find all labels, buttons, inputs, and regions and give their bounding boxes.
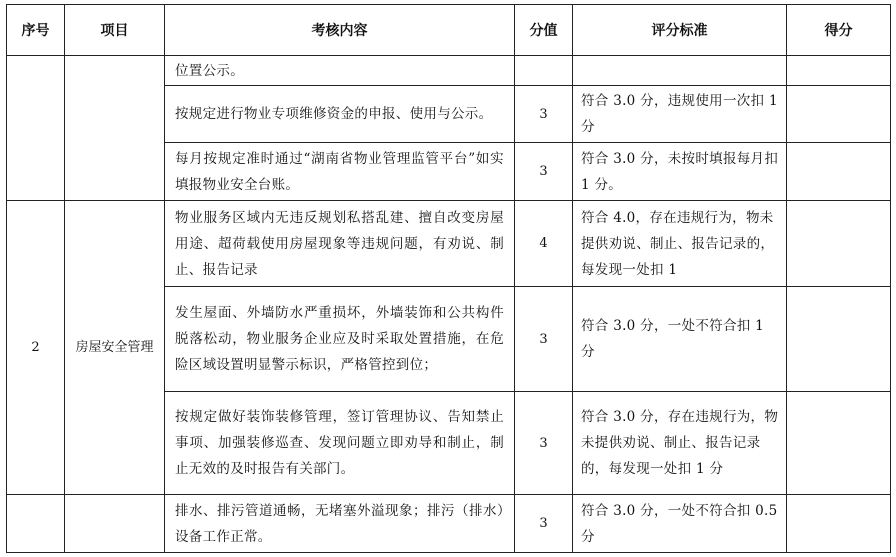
row-score-cell: 3	[515, 143, 573, 201]
row-content-cell: 位置公示。	[165, 56, 515, 86]
row-content-cell: 发生屋面、外墙防水严重损坏，外墙装饰和公共构件脱落松动，物业服务企业应及时采取处置措施，在危险区域设置明显警示标识，严格管控到位；	[165, 287, 515, 392]
row-content-cell: 排水、排污管道通畅，无堵塞外溢现象；排污（排水）设备工作正常。	[165, 495, 515, 553]
row-no-cell: 2	[7, 201, 65, 495]
header-result: 得分	[787, 5, 891, 56]
row-content-cell: 按规定做好装饰装修管理，签订管理协议、告知禁止事项、加强装修巡查、发现问题立即劝导和制止，制止无效的及时报告有关部门。	[165, 392, 515, 495]
header-content: 考核内容	[165, 5, 515, 56]
row-score-cell	[515, 56, 573, 86]
row-result-cell	[787, 392, 891, 495]
row-result-cell	[787, 86, 891, 143]
header-criteria: 评分标准	[573, 5, 787, 56]
row-criteria-cell: 符合 4.0，存在违规行为，物未提供劝说、制止、报告记录的，每发现一处扣 1	[573, 201, 787, 287]
row-score-cell: 4	[515, 201, 573, 287]
row-item-cell: 房屋安全管理	[65, 201, 165, 495]
row-criteria-cell: 符合 3.0 分，违规使用一次扣 1 分	[573, 86, 787, 143]
row-criteria-cell	[573, 56, 787, 86]
row-result-cell	[787, 201, 891, 287]
row-criteria-cell: 符合 3.0 分，一处不符合扣 1 分	[573, 287, 787, 392]
row-score-cell: 3	[515, 495, 573, 553]
row-score-cell: 3	[515, 392, 573, 495]
assessment-sheet	[6, 4, 890, 552]
row-no-cell	[7, 495, 65, 553]
header-score: 分值	[515, 5, 573, 56]
table-row	[7, 201, 891, 287]
header-item: 项目	[65, 5, 165, 56]
row-result-cell	[787, 143, 891, 201]
row-result-cell	[787, 56, 891, 86]
header-row	[7, 5, 891, 56]
row-result-cell	[787, 287, 891, 392]
row-score-cell: 3	[515, 86, 573, 143]
row-no-cell	[7, 56, 65, 201]
row-score-cell: 3	[515, 287, 573, 392]
row-content-cell: 按规定进行物业专项维修资金的申报、使用与公示。	[165, 86, 515, 143]
header-no: 序号	[7, 5, 65, 56]
row-result-cell	[787, 495, 891, 553]
table-row	[7, 495, 891, 553]
table-row	[7, 56, 891, 86]
row-content-cell: 每月按规定准时通过“湖南省物业管理监管平台”如实填报物业安全台账。	[165, 143, 515, 201]
assessment-table	[6, 4, 891, 553]
row-item-cell	[65, 495, 165, 553]
row-criteria-cell: 符合 3.0 分，一处不符合扣 0.5 分	[573, 495, 787, 553]
row-criteria-cell: 符合 3.0 分，存在违规行为，物未提供劝说、制止、报告记录的，每发现一处扣 1 分	[573, 392, 787, 495]
row-content-cell: 物业服务区域内无违反规划私搭乱建、擅自改变房屋用途、超荷载使用房屋现象等违规问题，有劝说、制止、报告记录	[165, 201, 515, 287]
row-criteria-cell: 符合 3.0 分，未按时填报每月扣 1 分。	[573, 143, 787, 201]
row-item-cell	[65, 56, 165, 201]
